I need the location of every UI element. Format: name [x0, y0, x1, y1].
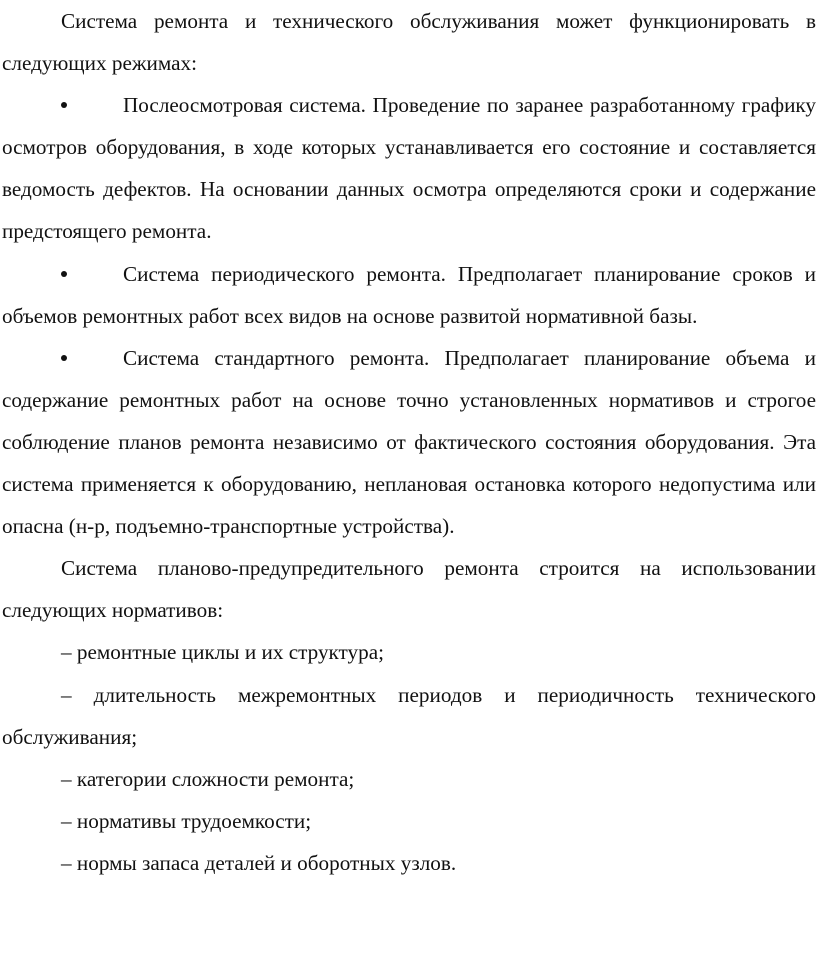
bullet-icon	[61, 84, 123, 126]
intro-paragraph: Система ремонта и технического обслуживания может функционировать в следующих режимах:	[2, 9, 816, 76]
bullet-item-post-inspection	[2, 84, 816, 252]
bullet-item-periodic	[2, 253, 816, 337]
bullet-text: Система периодического ремонта. Предполагает планирование сроков и объемов ремонтных работ всех видов на основе развитой нормативной базы.	[2, 261, 816, 328]
list-item: – категории сложности ремонта;	[61, 766, 355, 791]
list-item: – нормативы трудоемкости;	[61, 808, 312, 833]
list-item: – ремонтные циклы и их структура;	[61, 640, 385, 665]
bullet-icon	[61, 253, 123, 295]
bullet-item-standard	[2, 337, 816, 547]
list-item: – длительность межремонтных периодов и периодичность технического обслуживания;	[2, 682, 816, 749]
ppr-intro-paragraph: Система планово-предупредительного ремонта строится на использовании следующих нормативов:	[2, 556, 816, 623]
bullet-text: Система стандартного ремонта. Предполагает планирование объема и содержание ремонтных работ на основе точно установленных нормативов и строгое соблюдение планов ремонта независимо от фактического состояния оборудования. Эта система применяется к оборудованию, неплановая остановка которого недопустима или опасна (н-р, подъемно-транспортные устройства).	[2, 345, 816, 539]
list-item: – нормы запаса деталей и оборотных узлов.	[61, 850, 457, 875]
bullet-text: Послеосмотровая система. Проведение по заранее разработанному графику осмотров оборудования, в ходе которых устанавливается его состояние и составляется ведомость дефектов. На основании данных осмотра определяются сроки и содержание предстоящего ремонта.	[2, 93, 816, 244]
bullet-icon	[61, 337, 123, 379]
